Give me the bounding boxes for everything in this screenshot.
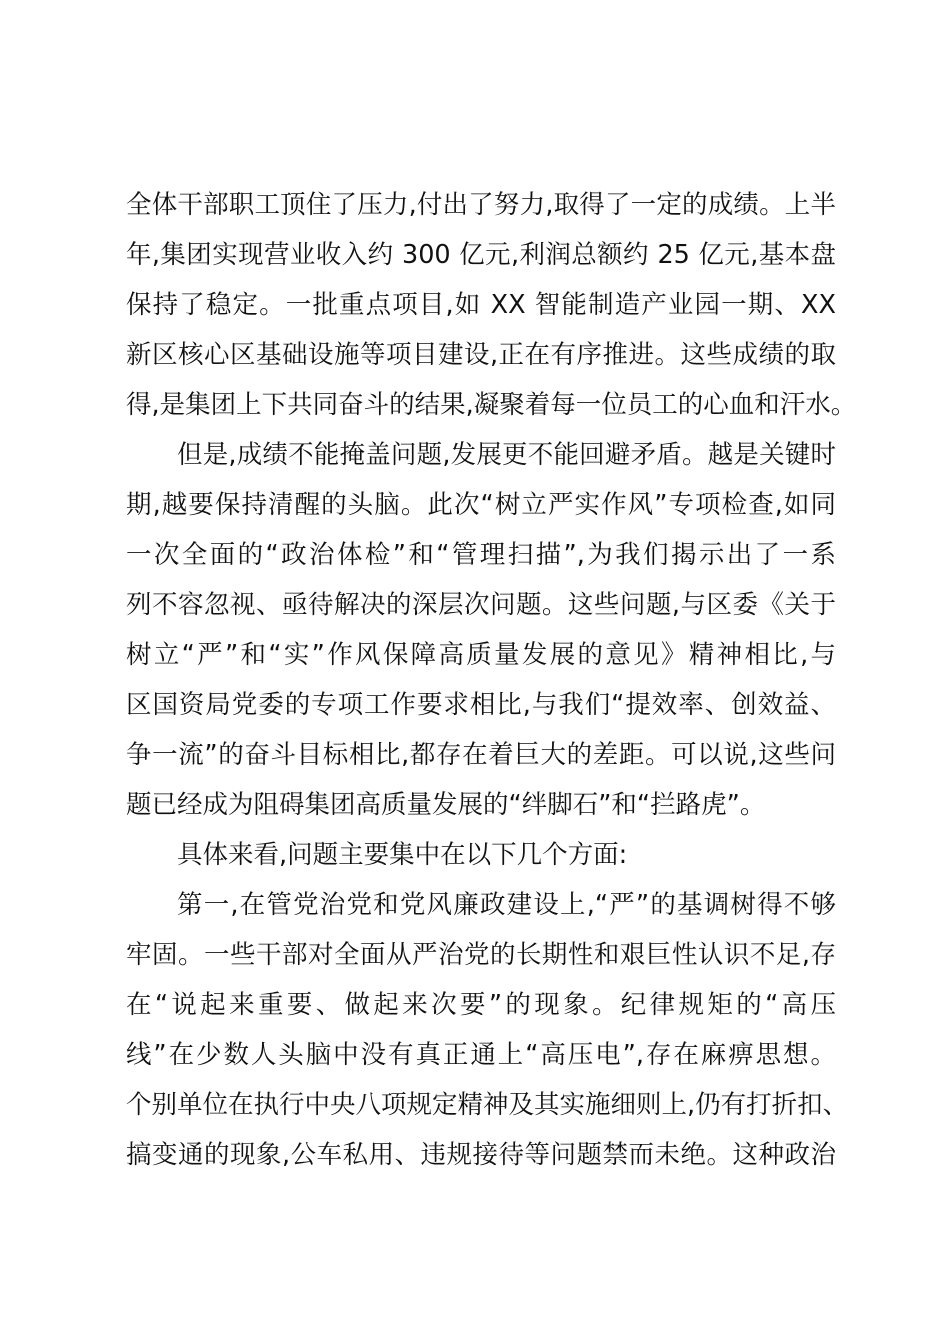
text-line-11: 区国资局党委的专项工作要求相比,与我们“提效率、创效益、	[126, 690, 836, 720]
text-line-8: 一次全面的“政治体检”和“管理扫描”,为我们揭示出了一系	[126, 540, 836, 570]
text-line-19: 个别单位在执行中央八项规定精神及其实施细则上,仍有打折扣、	[126, 1090, 849, 1120]
text-line-2: 年,集团实现营业收入约 300 亿元,利润总额约 25 亿元,基本盘	[126, 240, 836, 270]
text-line-3: 保持了稳定。一批重点项目,如 XX 智能制造产业园一期、XX	[126, 290, 836, 320]
text-line-10: 树立“严”和“实”作风保障高质量发展的意见》精神相比,与	[126, 640, 836, 670]
text-line-7: 期,越要保持清醒的头脑。此次“树立严实作风”专项检查,如同	[126, 490, 836, 520]
text-line-18: 线”在少数人头脑中没有真正通上“高压电”,存在麻痹思想。	[126, 1040, 836, 1070]
text-line-12: 争一流”的奋斗目标相比,都存在着巨大的差距。可以说,这些问	[126, 740, 836, 770]
text-line-4: 新区核心区基础设施等项目建设,正在有序推进。这些成绩的取	[126, 340, 836, 370]
text-line-16: 牢固。一些干部对全面从严治党的长期性和艰巨性认识不足,存	[126, 940, 836, 970]
paragraph-start-line: 第一,在管党治党和党风廉政建设上,“严”的基调树得不够	[177, 890, 836, 920]
text-line-1: 全体干部职工顶住了压力,付出了努力,取得了一定的成绩。上半	[126, 190, 836, 220]
text-line-20: 搞变通的现象,公车私用、违规接待等问题禁而未绝。这种政治	[126, 1140, 836, 1170]
text-line-13: 题已经成为阻碍集团高质量发展的“绊脚石”和“拦路虎”。	[126, 790, 766, 820]
text-line-9: 列不容忽视、亟待解决的深层次问题。这些问题,与区委《关于	[126, 590, 836, 620]
text-line-17: 在“说起来重要、做起来次要”的现象。纪律规矩的“高压	[126, 990, 836, 1020]
paragraph-start-line: 但是,成绩不能掩盖问题,发展更不能回避矛盾。越是关键时	[177, 440, 836, 470]
text-line-5: 得,是集团上下共同奋斗的结果,凝聚着每一位员工的心血和汗水。	[126, 390, 857, 420]
body-text	[126, 180, 857, 1180]
paragraph-start-line: 具体来看,问题主要集中在以下几个方面:	[177, 840, 628, 870]
